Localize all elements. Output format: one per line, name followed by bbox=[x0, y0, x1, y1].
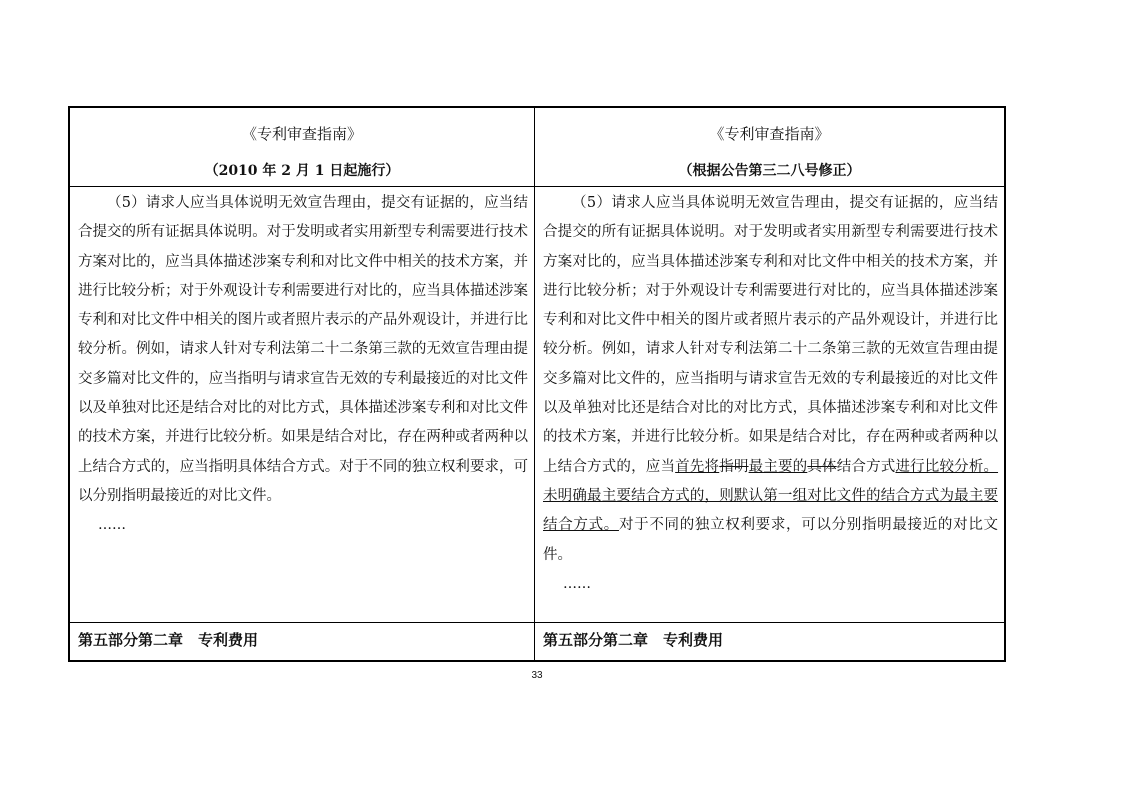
deleted-text-2: 具体 bbox=[807, 458, 837, 475]
comparison-table bbox=[68, 106, 1006, 662]
left-ellipsis: …… bbox=[98, 517, 126, 534]
left-section-heading: 第五部分第二章 专利费用 bbox=[78, 631, 259, 649]
page-number: 33 bbox=[531, 670, 543, 681]
right-para-part2: 结合方式 bbox=[836, 458, 896, 475]
right-section-heading: 第五部分第二章 专利费用 bbox=[543, 631, 724, 649]
left-header bbox=[70, 108, 534, 186]
deleted-text-1: 指明 bbox=[719, 458, 749, 475]
added-text-2: 最主要的 bbox=[748, 458, 808, 475]
added-text-1: 首先将 bbox=[675, 458, 720, 475]
right-para-part3: 对于不同的独立权利要求，可以分别指明最接近的对比文件。 bbox=[543, 517, 999, 563]
right-paragraph bbox=[543, 189, 998, 570]
right-subtitle: （根据公告第三二八号修正） bbox=[678, 163, 861, 179]
added-text-3: 进行比较分析。未明确最主要结合方式的，则默认第一组对比文件的结合方式为最主要结合方式。 bbox=[543, 458, 999, 534]
right-body bbox=[535, 187, 1004, 622]
right-title: 《专利审查指南》 bbox=[709, 125, 830, 143]
left-title: 《专利审查指南》 bbox=[241, 125, 362, 143]
left-subtitle: （2010 年 2 月 1 日起施行） bbox=[204, 163, 400, 179]
right-para-part1: （5）请求人应当具体说明无效宣告理由，提交有证据的，应当结合提交的所有证据具体说明。对于发明或者实用新型专利需要进行技术方案对比的，应当具体描述涉案专利和对比文件中相关的技术方案，并进行比较分析；对于外观设计专利需要进行对比的，应当具体描述涉案专利和对比文件中相关的图片或者照片表示的产品外观设计，并进行比较分析。例如，请求人针对专利法第二十二条第三款的无效宣告理由提交多篇对比文件的，应当指明与请求宣告无效的专利最接近的对比文件以及单独对比还是结合对比的对比方式，具体描述涉案专利和对比文件的技术方案，并进行比较分析。如果是结合对比，存在两种或者两种以上结合方式的，应当 bbox=[543, 195, 998, 475]
left-paragraph: （5）请求人应当具体说明无效宣告理由，提交有证据的，应当结合提交的所有证据具体说明。对于发明或者实用新型专利需要进行技术方案对比的，应当具体描述涉案专利和对比文件中相关的技术方案，并进行比较分析；对于外观设计专利需要进行对比的，应当具体描述涉案专利和对比文件中相关的图片或者照片表示的产品外观设计，并进行比较分析。例如，请求人针对专利法第二十二条第三款的无效宣告理由提交多篇对比文件的，应当指明与请求宣告无效的专利最接近的对比文件以及单独对比还是结合对比的对比方式，具体描述涉案专利和对比文件的技术方案，并进行比较分析。如果是结合对比，存在两种或者两种以上结合方式的，应当指明具体结合方式。对于不同的独立权利要求，可以分别指明最接近的对比文件。 bbox=[78, 195, 528, 504]
right-header bbox=[535, 108, 1004, 186]
left-body bbox=[70, 187, 534, 622]
right-ellipsis: …… bbox=[563, 575, 591, 592]
